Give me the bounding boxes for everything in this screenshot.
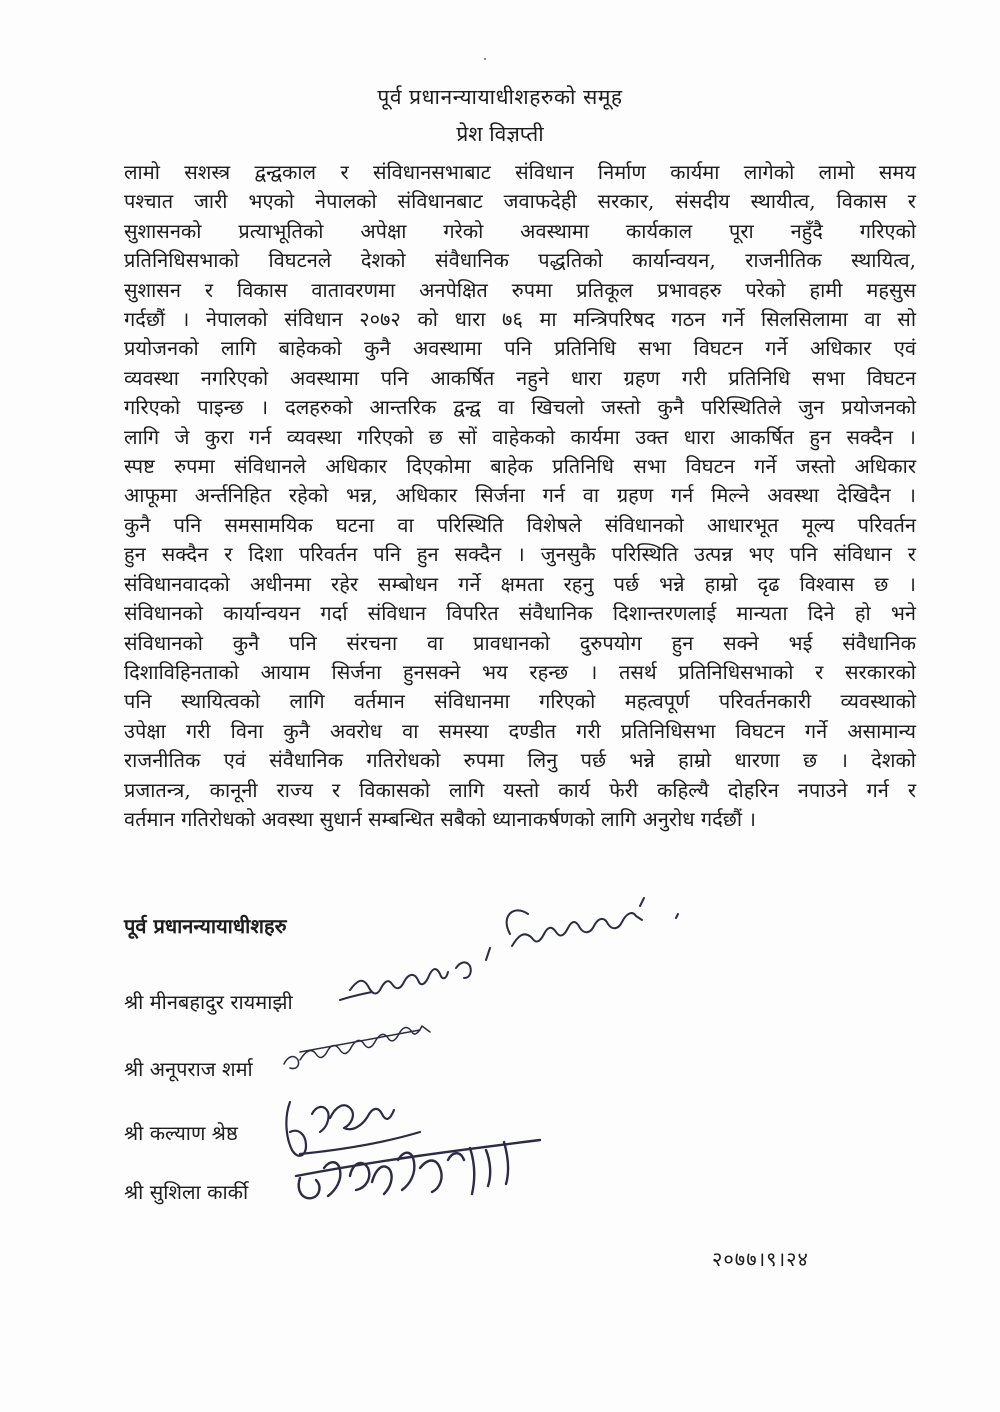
body-line: प्रजातन्त्र, कानूनी राज्य र विकासको लागि यस्तो कार्य फेरी कहिल्यै दोहरिन नपाउने गर्न र <box>124 777 916 802</box>
body-line: उपेक्षा गरी विना कुनै अवरोध वा समस्या दण्डीत गरी प्रतिनिधिसभा विघटन गर्ने असामान्य <box>124 718 916 743</box>
body-line: गरिएको पाइन्छ । दलहरुको आन्तरिक द्वन्द्व वा खिचलो जस्तो कुनै परिस्थितिले जुन प्रयोजनको <box>124 395 916 420</box>
press-release-body <box>124 158 916 834</box>
body-line: सुशासन र विकास वातावरणमा अनपेक्षित रुपमा प्रतिकूल प्रभावहरु परेको हामी महसुस <box>124 277 916 302</box>
signatory-name: श्री कल्याण श्रेष्ठ <box>124 1121 238 1145</box>
body-line: कुनै पनि समसामयिक घटना वा परिस्थिति विशेषले संविधानको आधारभूत मूल्य परिवर्तन <box>124 512 916 537</box>
signatory-name: श्री सुशिला कार्की <box>124 1180 249 1204</box>
body-line: आफूमा अर्न्तनिहित रहेको भन्न, अधिकार सिर्जना गर्न वा ग्रहण गर्न मिल्ने अवस्था देखिदैन । <box>124 483 916 508</box>
body-line: प्रयोजनको लागि बाहेकको कुनै अवस्थामा पनि प्रतिनिधि सभा विघटन गर्ने अधिकार एवं <box>124 336 916 361</box>
body-line: लामो सशस्त्र द्वन्द्वकाल र संविधानसभाबाट संविधान निर्माण कार्यमा लागेको लामो समय <box>124 160 916 184</box>
stray-mark <box>484 58 486 60</box>
signatory-name: श्री अनूपराज शर्मा <box>124 1057 253 1081</box>
body-line: संविधानवादको अधीनमा रहेर सम्बोधन गर्ने क्षमता रहनु पर्छ भन्ने हाम्रो दृढ विश्वास छ । <box>124 571 916 596</box>
body-line: वर्तमान गतिरोधको अवस्था सुधार्न सम्बन्धित सबैको ध्यानाकर्षणको लागि अनुरोध गर्दछौं । <box>124 806 756 831</box>
signature-1 <box>340 898 678 1000</box>
body-line: लागि जे कुरा गर्न व्यवस्था गरिएको छ सों वाहेकको कार्यमा उक्त धारा आकर्षित हुन सक्दैन । <box>124 424 916 449</box>
body-line: सुशासनको प्रत्याभूतिको अपेक्षा गरेको अवस्थामा कार्यकाल पूरा नहुँदै गरिएको <box>124 218 916 243</box>
body-line: व्यवस्था नगरिएको अवस्थामा पनि आकर्षित नहुने धारा ग्रहण गरी प्रतिनिधि सभा विघटन <box>124 365 916 390</box>
body-line: हुन सक्दैन र दिशा परिवर्तन पनि हुन सक्दैन । जुनसुकै परिस्थिति उत्पन्न भए पनि संविधान र <box>124 542 916 567</box>
body-line: प्रतिनिधिसभाको विघटनले देशको संवैधानिक पद्धतिको कार्यान्वयन, राजनीतिक स्थायित्व, <box>124 248 916 273</box>
signature-2 <box>284 1026 430 1069</box>
body-line: संविधानको कुनै पनि संरचना वा प्रावधानको दुरुपयोग हुन सक्ने भई संवैधानिक <box>124 630 916 655</box>
signature-4 <box>296 1140 540 1198</box>
body-line: पश्चात जारी भएको नेपालको संविधानबाट जवाफदेही सरकार, संसदीय स्थायीत्व, विकास र <box>124 189 916 214</box>
release-date: २०७७।९।२४ <box>712 1247 809 1271</box>
body-line: संविधानको कार्यान्वयन गर्दा संविधान विपरित संवैधानिक दिशान्तरणलाई मान्यता दिने हो भने <box>124 601 916 626</box>
body-line: पनि स्थायित्वको लागि वर्तमान संविधानमा गरिएको महत्वपूर्ण परिवर्तनकारी व्यवस्थाको <box>124 689 916 714</box>
signatory-name: श्री मीनबहादुर रायमाझी <box>124 990 293 1014</box>
body-line: स्पष्ट रुपमा संविधानले अधिकार दिएकोमा बाहेक प्रतिनिधि सभा विघटन गर्ने जस्तो अधिकार <box>124 454 916 479</box>
organization-title: पूर्व प्रधानन्यायाधीशहरुको समूह <box>377 85 623 109</box>
signatories-heading: पूर्व प्रधानन्यायाधीशहरु <box>124 914 287 938</box>
body-line: गर्दछौं । नेपालको संविधान २०७२ को धारा ७६ मा मन्त्रिपरिषद गठन गर्ने सिलसिलामा वा सो <box>124 307 916 332</box>
body-line: राजनीतिक एवं संवैधानिक गतिरोधको रुपमा लिनु पर्छ भन्ने हाम्रो धारणा छ । देशको <box>124 748 916 773</box>
signature-3 <box>286 1102 420 1156</box>
body-line: दिशाविहिनताको आयाम सिर्जना हुनसक्ने भय रहन्छ । तसर्थ प्रतिनिधिसभाको र सरकारको <box>124 659 916 684</box>
document-title: प्रेश विज्ञप्ती <box>456 122 544 146</box>
